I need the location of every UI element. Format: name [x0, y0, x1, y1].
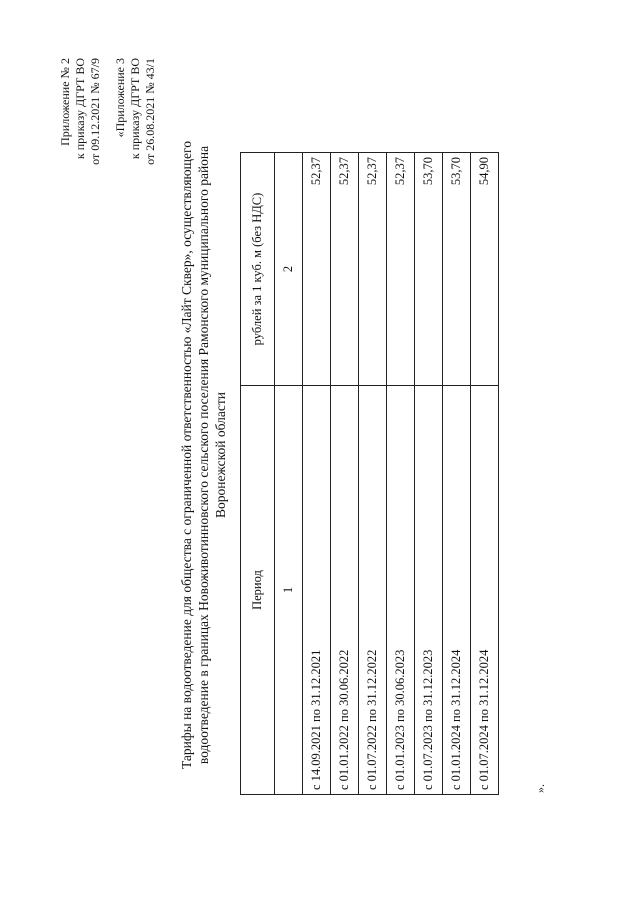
period-cell: с 01.01.2023 по 30.06.2023 [387, 386, 415, 795]
table-row [387, 153, 415, 795]
title-line: водоотведение в границах Новоживотинновского сельского поселения Рамонского муниципального района [196, 145, 211, 765]
appendix-previous-block [113, 58, 158, 165]
appendix-previous-line: к приказу ДГРТ ВО [128, 58, 142, 160]
appendix-current-line: от 09.12.2021 № 67/9 [88, 58, 102, 165]
rate-cell: 54,90 [471, 153, 499, 386]
period-cell: с 01.01.2024 по 31.12.2024 [443, 386, 471, 795]
document-title [178, 105, 229, 805]
table-header-row [241, 153, 275, 795]
header-period: Период [241, 386, 275, 795]
tariff-table [240, 152, 499, 795]
rate-cell: 52,37 [331, 153, 359, 386]
appendix-current-line: Приложение № 2 [58, 58, 72, 146]
table-column-number-row [275, 153, 303, 795]
appendix-previous-line: от 26.08.2021 № 43/1 [143, 58, 157, 165]
rate-cell: 53,70 [443, 153, 471, 386]
appendix-previous-line: «Приложение 3 [113, 58, 127, 138]
table-row [471, 153, 499, 795]
header-rate: рублей за 1 куб. м (без НДС) [241, 153, 275, 386]
title-line: Тарифы на водоотведение для общества с ограниченной ответственностью «Лайт Сквер», осуществляющего [179, 141, 194, 769]
period-cell: с 01.01.2022 по 30.06.2022 [331, 386, 359, 795]
table-row [303, 153, 331, 795]
column-number: 1 [275, 386, 303, 795]
appendix-current-line: к приказу ДГРТ ВО [73, 58, 87, 160]
period-cell: с 01.07.2022 по 31.12.2022 [359, 386, 387, 795]
title-line: Воронежской области [213, 392, 228, 518]
column-number: 2 [275, 153, 303, 386]
rate-cell: 52,37 [387, 153, 415, 386]
table-row [331, 153, 359, 795]
period-cell: с 01.07.2023 по 31.12.2023 [415, 386, 443, 795]
closing-quote-mark: ». [533, 784, 547, 793]
table-row [415, 153, 443, 795]
rate-cell: 52,37 [359, 153, 387, 386]
rate-cell: 53,70 [415, 153, 443, 386]
rate-cell: 52,37 [303, 153, 331, 386]
period-cell: с 14.09.2021 по 31.12.2021 [303, 386, 331, 795]
table-row [443, 153, 471, 795]
period-cell: с 01.07.2024 по 31.12.2024 [471, 386, 499, 795]
appendix-current-block [58, 58, 103, 165]
table-row [359, 153, 387, 795]
